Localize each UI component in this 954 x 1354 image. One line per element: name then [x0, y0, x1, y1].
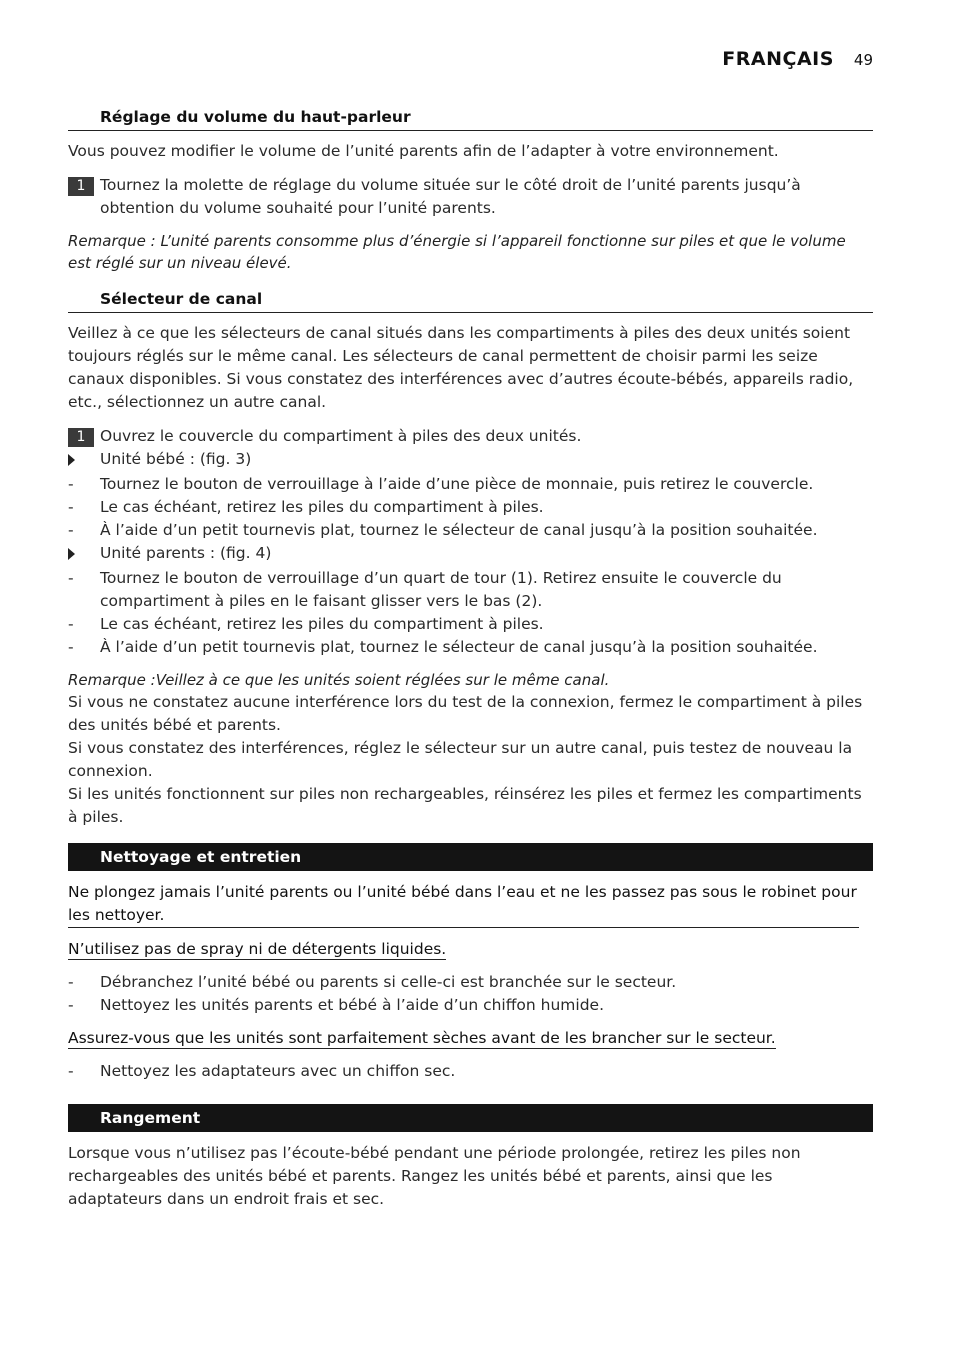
volume-intro: Vous pouvez modifier le volume de l’unité parents afin de l’adapter à votre environnement.: [68, 142, 779, 160]
warning-text: N’utilisez pas de spray ni de détergents liquides.: [68, 940, 447, 958]
step-number: 1: [68, 428, 94, 447]
section-heading-bar: Nettoyage et entretien: [68, 843, 873, 871]
step-row: [68, 174, 873, 220]
warning-text: Ne plongez jamais l’unité parents ou l’unité bébé dans l’eau et ne les passez pas sous le robinet pour les nettoyer.: [68, 881, 859, 928]
channel-intro: Veillez à ce que les sélecteurs de canal situés dans les compartiments à piles des deux unités soient toujours réglés sur le même canal. Les sélecteurs de canal permettent de choisir parmi les seize canaux disponibles. Si vous constatez des interférences avec d’autres écoute-bébés, appareils radio, etc., sélectionnez un autre canal.: [68, 324, 854, 411]
step-row: [68, 425, 873, 448]
list-item: - Le cas échéant, retirez les piles du compartiment à piles.: [68, 615, 544, 633]
section-channel: [68, 289, 873, 829]
channel-para: Si vous constatez des interférences, réglez le sélecteur sur un autre canal, puis testez de nouveau la connexion.: [68, 739, 853, 780]
section-heading: Sélecteur de canal: [68, 289, 873, 313]
storage-text: Lorsque vous n’utilisez pas l’écoute-bébé pendant une période prolongée, retirez les piles non rechargeables des unités bébé et parents. Rangez les unités bébé et parents, ainsi que les adaptateurs dans un endroit frais et sec.: [68, 1144, 801, 1208]
triangle-bullet-icon: [68, 454, 75, 466]
list-item: - Le cas échéant, retirez les piles du compartiment à piles.: [68, 498, 544, 516]
language-label: FRANÇAIS: [722, 48, 834, 70]
section-storage: [68, 1104, 873, 1211]
list-item: - À l’aide d’un petit tournevis plat, tournez le sélecteur de canal jusqu’à la position souhaitée.: [68, 521, 818, 539]
warning-text: Assurez-vous que les unités sont parfaitement sèches avant de les brancher sur le secteur.: [68, 1029, 776, 1047]
page-header: [722, 48, 873, 70]
list-item: - Tournez le bouton de verrouillage d’un quart de tour (1). Retirez ensuite le couvercle du compartiment à piles en le faisant glisser vers le bas (2).: [68, 569, 782, 610]
list-item: - Nettoyez les adaptateurs avec un chiffon sec.: [68, 1062, 456, 1080]
baby-unit-label: Unité bébé : (fig. 3): [68, 448, 873, 473]
section-heading-bar: Rangement: [68, 1104, 873, 1132]
parent-unit-label: Unité parents : (fig. 4): [68, 542, 873, 567]
section-heading: Réglage du volume du haut-parleur: [68, 107, 873, 131]
section-cleaning: [68, 843, 873, 1083]
section-volume: [68, 107, 873, 274]
triangle-bullet-icon: [68, 548, 75, 560]
list-item: - Tournez le bouton de verrouillage à l’aide d’une pièce de monnaie, puis retirez le couvercle.: [68, 475, 814, 493]
list-item: - Nettoyez les unités parents et bébé à l’aide d’un chiffon humide.: [68, 996, 605, 1014]
step-text: Ouvrez le couvercle du compartiment à piles des deux unités.: [100, 427, 582, 445]
channel-para: Si les unités fonctionnent sur piles non rechargeables, réinsérez les piles et fermez les compartiments à piles.: [68, 785, 862, 826]
list-item: - Débranchez l’unité bébé ou parents si celle-ci est branchée sur le secteur.: [68, 973, 677, 991]
step-text: Tournez la molette de réglage du volume située sur le côté droit de l’unité parents jusqu’à obtention du volume souhaité pour l’unité parents.: [100, 176, 801, 217]
channel-para: Si vous ne constatez aucune interférence lors du test de la connexion, fermez le compartiment à piles des unités bébé et parents.: [68, 693, 863, 734]
list-item: - À l’aide d’un petit tournevis plat, tournez le sélecteur de canal jusqu’à la position souhaitée.: [68, 638, 818, 656]
volume-note: Remarque : L’unité parents consomme plus d’énergie si l’appareil fonctionne sur piles et que le volume est réglé sur un niveau élevé.: [68, 232, 846, 272]
channel-note: Remarque :Veillez à ce que les unités soient réglées sur le même canal.: [68, 671, 610, 689]
page-number: 49: [853, 51, 873, 69]
step-number: 1: [68, 177, 94, 196]
